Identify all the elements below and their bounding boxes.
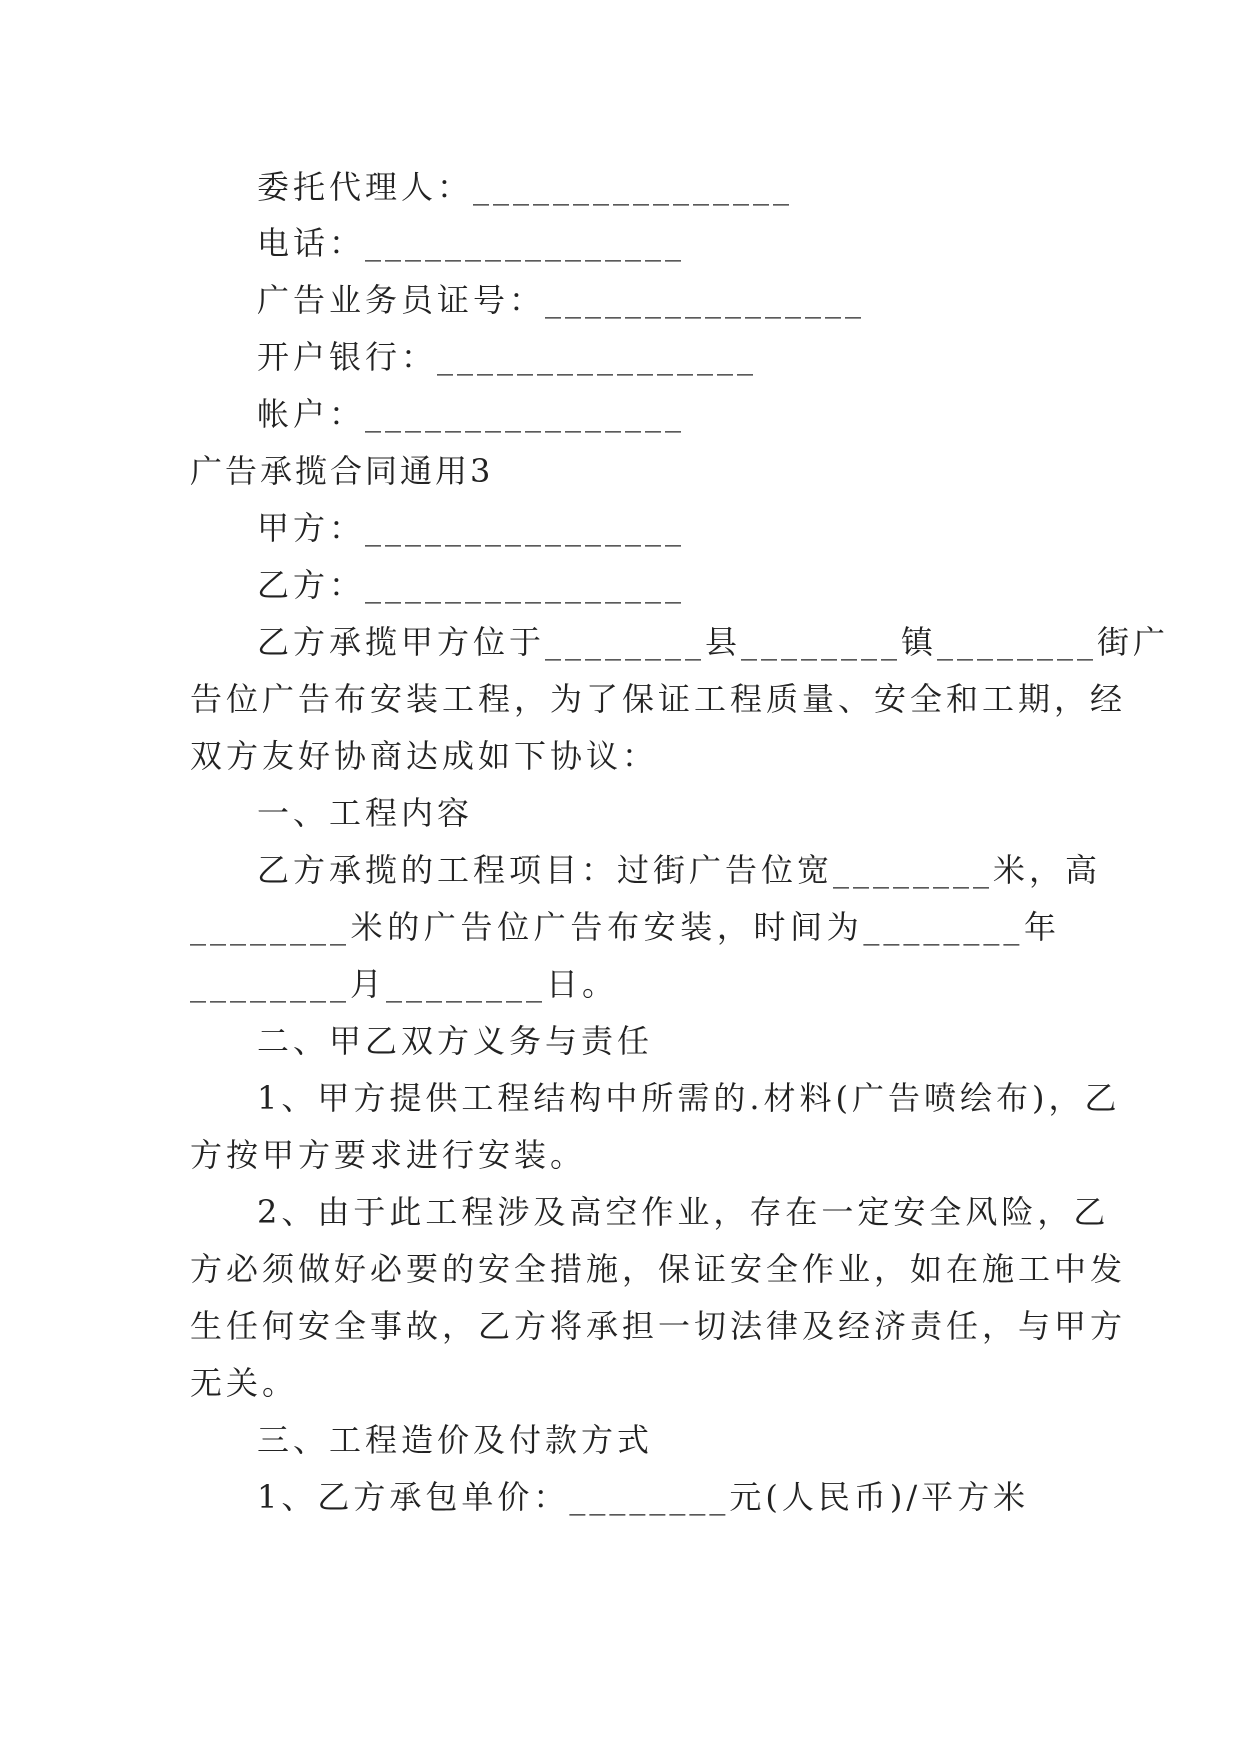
bank-field: 开户银行：________________ xyxy=(257,338,758,376)
intro-paragraph-line-1: 乙方承揽甲方位于________县________镇________街广 xyxy=(257,623,1170,661)
section-heading-2: 二、甲乙双方义务与责任 xyxy=(257,1022,654,1060)
obligation-1-line-1: 1、甲方提供工程结构中所需的.材料(广告喷绘布)，乙 xyxy=(257,1079,1121,1117)
obligation-2-line-1: 2、由于此工程涉及高空作业，存在一定安全风险，乙 xyxy=(257,1193,1110,1231)
intro-paragraph-line-2: 告位广告布安装工程，为了保证工程质量、安全和工期，经 xyxy=(190,680,1127,718)
account-field: 帐户：________________ xyxy=(257,395,686,433)
project-paragraph-line-1: 乙方承揽的工程项目：过街广告位宽________米，高 xyxy=(257,851,1102,889)
intro-paragraph-line-3: 双方友好协商达成如下协议： xyxy=(190,737,659,775)
phone-field: 电话：________________ xyxy=(257,224,686,262)
contract-title: 广告承揽合同通用3 xyxy=(190,452,494,490)
agent-field: 委托代理人：________________ xyxy=(257,168,794,206)
salesperson-id-field: 广告业务员证号：________________ xyxy=(257,281,866,319)
party-a-field: 甲方：________________ xyxy=(257,509,686,547)
obligation-2-line-2: 方必须做好必要的安全措施，保证安全作业，如在施工中发 xyxy=(190,1250,1127,1288)
section-heading-3: 三、工程造价及付款方式 xyxy=(257,1421,654,1459)
party-b-field: 乙方：________________ xyxy=(257,566,686,604)
project-paragraph-line-3: ________月________日。 xyxy=(190,965,619,1003)
obligation-1-line-2: 方按甲方要求进行安装。 xyxy=(190,1136,587,1174)
section-heading-1: 一、工程内容 xyxy=(257,794,474,832)
project-paragraph-line-2: ________米的广告位广告布安装，时间为________年 xyxy=(190,908,1060,946)
unit-price-line: 1、乙方承包单价：________元(人民币)/平方米 xyxy=(257,1478,1030,1516)
obligation-2-line-4: 无关。 xyxy=(190,1364,299,1402)
obligation-2-line-3: 生任何安全事故，乙方将承担一切法律及经济责任，与甲方 xyxy=(190,1307,1127,1345)
